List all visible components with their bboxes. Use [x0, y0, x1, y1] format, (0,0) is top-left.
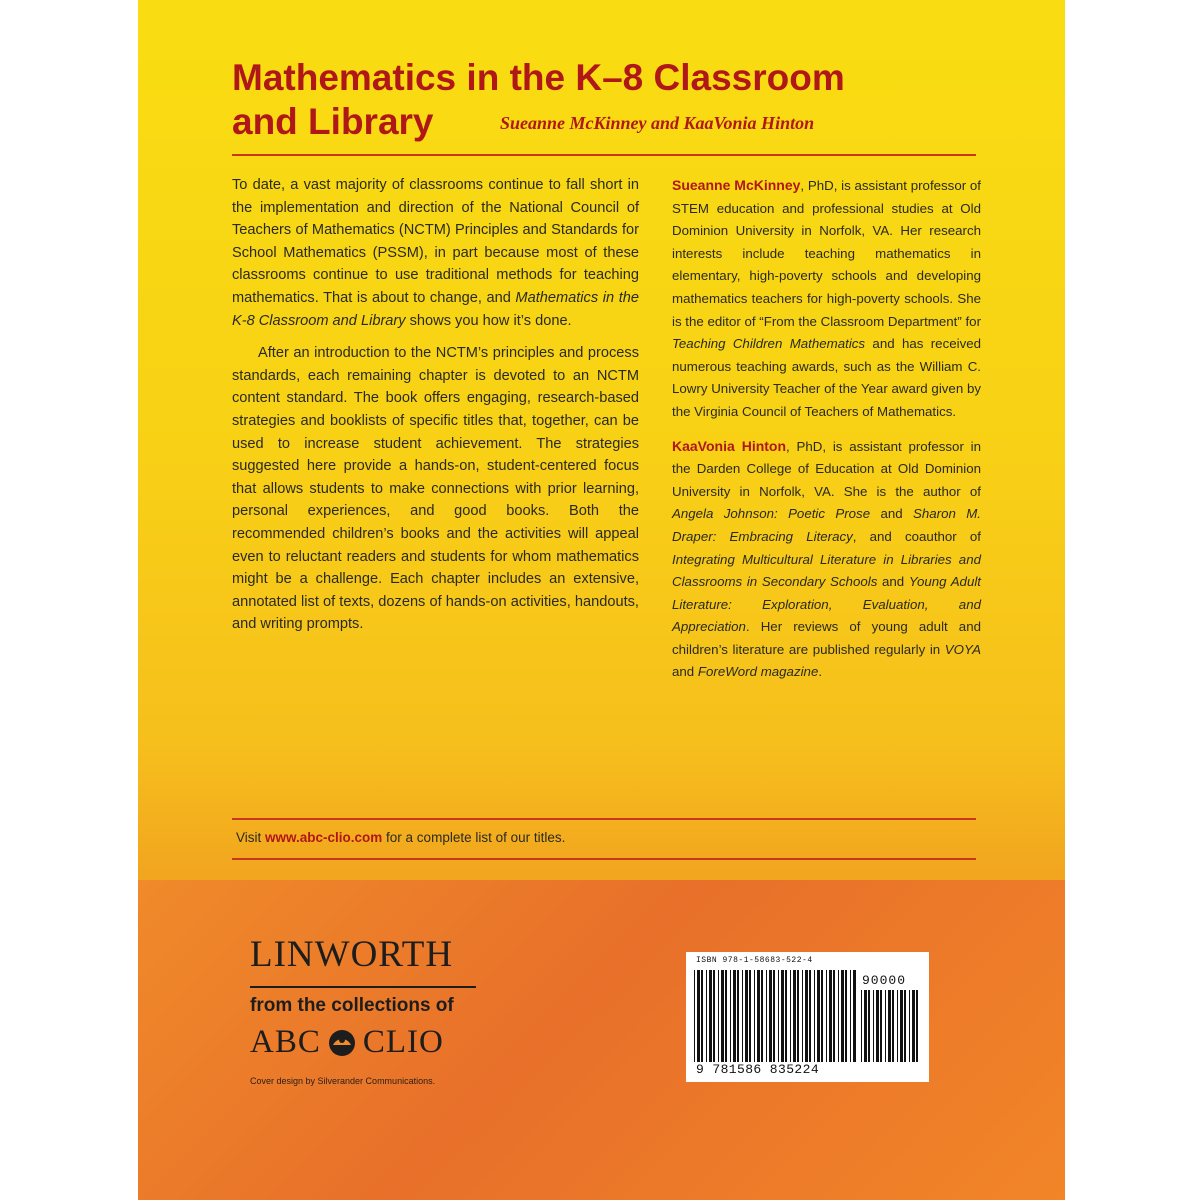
- bio-text: and has received numerous teaching awards, such as the William C. Lowry University Teacher of the Year award given by the Virginia Council of Teachers of Mathematics.: [672, 336, 982, 419]
- description-column: [232, 174, 639, 636]
- linworth-logo-rule: [250, 986, 476, 988]
- cover-design-credit: Cover design by Silverander Communications.: [250, 1076, 436, 1086]
- description-text: shows you how it’s done.: [405, 312, 572, 329]
- magazine-title: VOYA: [944, 641, 981, 657]
- author-name-mckinney: Sueanne McKinney: [672, 177, 801, 193]
- author-bios-column: [672, 174, 981, 684]
- barcode-bars-addon: [861, 990, 919, 1062]
- publisher-band: [138, 880, 1065, 1200]
- bio-text: , and coauthor of: [852, 528, 981, 544]
- book-title-mention: Young Adult Literature: Exploration, Evaluation, and Appreciation: [672, 574, 981, 635]
- description-text: To date, a vast majority of classrooms continue to fall short in the implementation and direction of the National Council of Teachers of Mathematics (NCTM) Principles and Standards for School Mathematics (PSSM), in part because most of these classrooms continue to use traditional methods for teaching mathematics. That is about to change, and: [232, 177, 639, 306]
- title-authors: Sueanne McKinney and KaaVonia Hinton: [500, 113, 815, 133]
- author-bio-hinton: [672, 435, 981, 685]
- book-title-mention: Angela Johnson: Poetic Prose: [672, 506, 871, 522]
- collections-line: from the collections of: [250, 995, 454, 1016]
- magazine-title: ForeWord magazine: [697, 664, 819, 680]
- visit-rule-top: [232, 818, 976, 820]
- visit-suffix: for a complete list of our titles.: [382, 830, 566, 845]
- book-title-mention: Mathematics in the K-8 Classroom and Library: [232, 289, 639, 329]
- visit-rule-bottom: [232, 858, 976, 860]
- title-line-1: Mathematics in the K–8 Classroom: [232, 57, 845, 98]
- author-bio-mckinney: [672, 174, 981, 424]
- bio-text: and: [672, 664, 698, 680]
- bio-text: .: [818, 664, 823, 680]
- isbn-label: ISBN 978-1-58683-522-4: [696, 956, 813, 965]
- title-divider: [232, 154, 976, 156]
- isbn-barcode: [686, 952, 929, 1082]
- clio-text: CLIO: [362, 1024, 444, 1060]
- description-paragraph-2: After an introduction to the NCTM’s principles and process standards, each remaining chapter is devoted to an NCTM content standard. The book offers engaging, research-based strategies and booklists of specific titles that, together, can be used to increase student achievement. The strategies suggested here provide a hands-on, student-centered focus that allows students to make connections with prior learning, personal experiences, and good books. Both the recommended children’s books and the activities will appeal even to reluctant readers and students for whom mathematics might be a challenge. Each chapter includes an extensive, annotated list of texts, dozens of hands-on activities, handouts, and writing prompts.: [232, 345, 639, 633]
- book-back-cover: [138, 0, 1065, 1200]
- website-link[interactable]: www.abc-clio.com: [265, 830, 383, 845]
- visit-prefix: Visit: [236, 830, 266, 845]
- abc-clio-emblem-icon: [327, 1028, 357, 1058]
- book-title: [232, 56, 1052, 144]
- journal-title: Teaching Children Mathematics: [672, 336, 866, 352]
- visit-line: [236, 830, 565, 845]
- bio-text: and: [870, 506, 913, 522]
- abc-clio-logo: [250, 1024, 444, 1061]
- linworth-logo: LINWORTH: [250, 934, 454, 975]
- description-paragraph-1: [232, 174, 639, 332]
- price-code: 90000: [862, 973, 907, 988]
- book-title-mention: Integrating Multicultural Literature in Libraries and Classrooms in Secondary Schools: [672, 551, 981, 590]
- bio-text: , PhD, is assistant professor of STEM education and professional studies at Old Dominion University in Norfolk, VA. Her research interests include teaching mathematics in elementary, high-poverty schools and developing mathematics teachers for high-poverty schools. She is the editor of “From the Classroom Department” for: [672, 178, 981, 329]
- isbn-digits: 9 781586 835224: [696, 1062, 820, 1077]
- bio-text: . Her reviews of young adult and children’s literature are published regularly in: [672, 619, 981, 657]
- barcode-bars-main: [694, 970, 856, 1062]
- bio-text: , PhD, is assistant professor in the Darden College of Education at Old Dominion University in Norfolk, VA. She is the author of: [672, 438, 981, 499]
- title-line-2: and Library: [232, 101, 434, 142]
- book-title-mention: Sharon M. Draper: Embracing Literacy: [672, 506, 981, 544]
- author-name-hinton: KaaVonia Hinton: [672, 437, 787, 454]
- bio-text: and: [877, 574, 909, 590]
- abc-text: ABC: [250, 1024, 321, 1060]
